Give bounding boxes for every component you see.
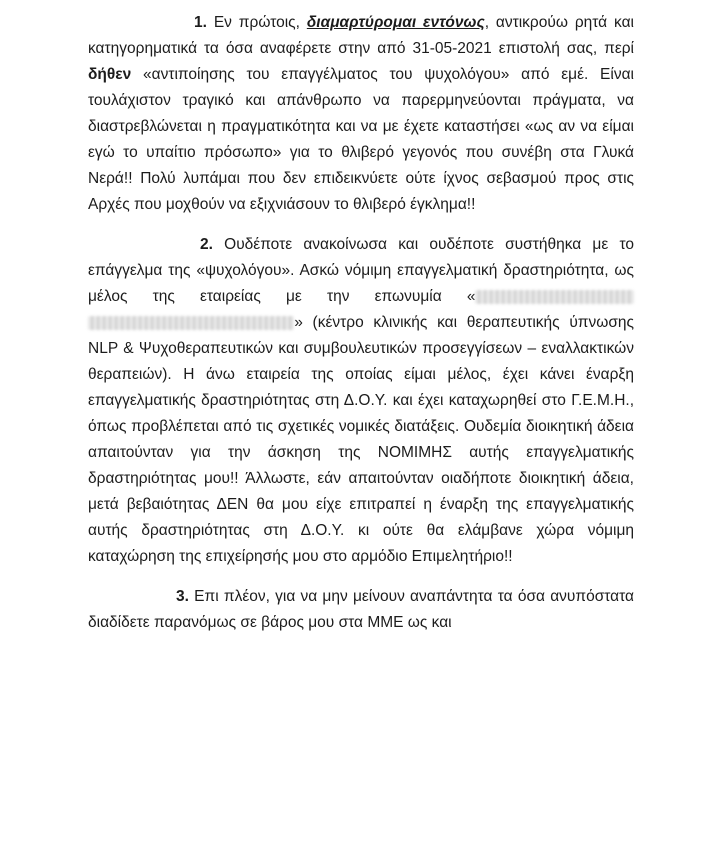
paragraph-1-text: , αντικρούω ρητά και κατηγορηματικά τα όσα αναφέρετε στην από 31-05-2021 επιστολή σας, περί (88, 14, 634, 57)
paragraph-3-number: 3. (176, 588, 189, 605)
paragraph-2-text: » (κέντρο κλινικής και θεραπευτικής ύπνωσης NLP & Ψυχοθεραπευτικών και συμβουλευτικών προσεγγίσεων – εναλλακτικών θεραπειών). Η άνω εταιρεία της οποίας είμαι μέλος, έχει κάνει έναρξη επαγγελματικής δραστηριότητας στη Δ.Ο.Υ. και έχει καταχωρηθεί στο Γ.Ε.Μ.Η., όπως προβλέπεται από τις σχετικές νομικές διατάξεις. Ουδεμία διοικητική άδεια απαιτούνταν για την άσκηση της ΝΟΜΙΜΗΣ αυτής επαγγελματικής δραστηριότητας μου!! Άλλωστε, εάν απαιτούνταν οιαδήποτε διοικητική άδεια, μετά βεβαιότητας ΔΕΝ θα μου είχε επιτραπεί η έναρξη της επαγγελματικής αυτής δραστηριότητας στη Δ.Ο.Υ. κι ούτε θα ελάμβανε χώρα νόμιμη καταχώρηση της επιχείρησής μου στο αρμόδιο Επιμελητήριο!! (88, 314, 634, 565)
emphasis-supposedly: δήθεν (88, 66, 132, 83)
paragraph-3 (88, 584, 634, 636)
redacted-company-name (475, 290, 634, 304)
paragraph-1-text: «αντιποίησης του επαγγέλματος του ψυχολόγου» από εμέ. Είναι τουλάχιστον τραγικό και απάνθρωπο να παρερμηνεύονται πράγματα, να διαστρεβλώνεται η πραγματικότητα και να με έχετε καταστήσει «ως αν να είμαι εγώ το υπαίτιο πρόσωπο» για το θλιβερό γεγονός που συνέβη στα Γλυκά Νερά!! Πολύ λυπάμαι που δεν επιδεικνύετε ούτε ίχνος σεβασμού προς στις Αρχές που μοχθούν να εξιχνιάσουν το θλιβερό έγκλημα!! (88, 66, 634, 213)
emphasis-protest: διαμαρτύρομαι εντόνως (306, 14, 485, 31)
paragraph-1 (88, 10, 634, 218)
paragraph-1-number: 1. (194, 14, 207, 31)
paragraph-1-text: Εν πρώτοις, (213, 14, 307, 31)
paragraph-2 (88, 232, 634, 570)
redacted-company-name (88, 316, 294, 330)
paragraph-2-text: Ουδέποτε ανακοίνωσα και ουδέποτε συστήθηκα με το επάγγελμα της «ψυχολόγου». Ασκώ νόμιμη επαγγελματική δραστηριότητα, ως μέλος της εταιρείας με την επωνυμία « (88, 236, 634, 305)
paragraph-3-text: Επι πλέον, για να μην μείνουν αναπάντητα τα όσα ανυπόστατα διαδίδετε παρανόμως σε βάρος μου στα ΜΜΕ ως και (88, 588, 634, 631)
document-page (88, 10, 634, 636)
paragraph-2-number: 2. (200, 236, 213, 253)
